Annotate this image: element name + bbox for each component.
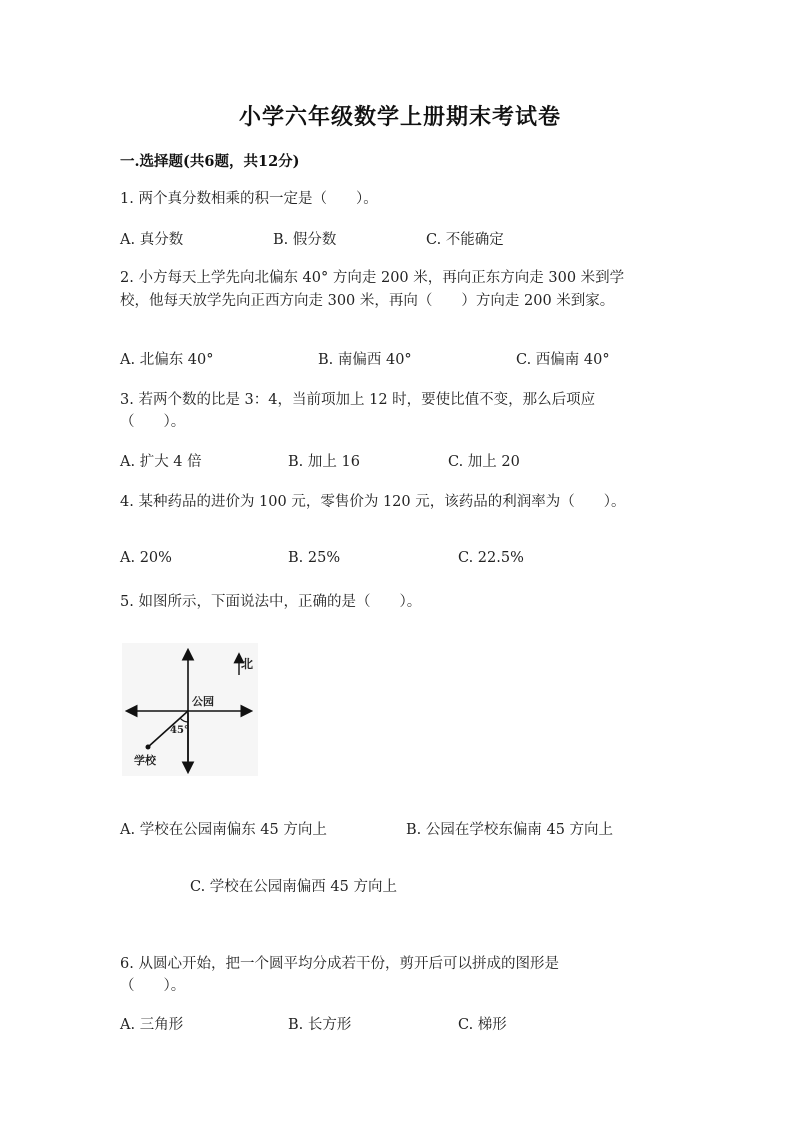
question-4-option-b: B. 25%	[288, 550, 341, 566]
question-5-option-c: C. 学校在公园南偏西 45 方向上	[190, 879, 397, 895]
school-label: 学校	[134, 754, 156, 767]
question-6-option-c: C. 梯形	[458, 1017, 507, 1033]
north-label: 北	[241, 657, 254, 671]
park-label: 公园	[192, 695, 214, 708]
question-3-option-b: B. 加上 16	[288, 454, 360, 470]
question-2-stem-line2: 校，他每天放学先向正西方向走 300 米，再向（ ）方向走 200 米到家。	[120, 293, 615, 309]
question-2-option-a: A. 北偏东 40°	[120, 352, 214, 368]
question-1-option-b: B. 假分数	[273, 232, 337, 248]
question-4-stem: 4. 某种药品的进价为 100 元，零售价为 120 元，该药品的利润率为（ ）。	[120, 494, 626, 510]
angle-label: 45°	[170, 725, 189, 736]
question-4-option-c: C. 22.5%	[458, 550, 524, 566]
question-2-stem-line1: 2. 小方每天上学先向北偏东 40° 方向走 200 米，再向正东方向走 300 米到学	[120, 270, 625, 286]
section-heading: 一.选择题(共6题，共12分)	[120, 153, 300, 170]
question-5-option-a: A. 学校在公园南偏东 45 方向上	[120, 822, 327, 838]
question-1-option-a: A. 真分数	[120, 232, 184, 248]
question-5-option-b: B. 公园在学校东偏南 45 方向上	[406, 822, 614, 838]
question-6-option-b: B. 长方形	[288, 1017, 352, 1033]
question-6-stem-line1: 6. 从圆心开始，把一个圆平均分成若干份，剪开后可以拼成的图形是	[120, 956, 559, 972]
question-2-option-b: B. 南偏西 40°	[318, 352, 412, 368]
question-6-option-a: A. 三角形	[120, 1017, 184, 1033]
question-6-stem-line2: （ ）。	[120, 978, 186, 994]
question-1-option-c: C. 不能确定	[426, 232, 504, 248]
question-3-option-a: A. 扩大 4 倍	[120, 454, 202, 470]
page-title: 小学六年级数学上册期末考试卷	[238, 104, 561, 130]
question-3-option-c: C. 加上 20	[448, 454, 520, 470]
question-5-stem: 5. 如图所示，下面说法中，正确的是（ ）。	[120, 594, 422, 610]
question-2-option-c: C. 西偏南 40°	[516, 352, 610, 368]
question-1-stem: 1. 两个真分数相乘的积一定是（ ）。	[120, 191, 378, 207]
question-3-stem-line1: 3. 若两个数的比是 3：4，当前项加上 12 时，要使比值不变，那么后项应	[120, 392, 596, 408]
direction-diagram	[122, 643, 258, 776]
question-3-stem-line2: （ ）。	[120, 414, 186, 430]
question-4-option-a: A. 20%	[120, 550, 172, 566]
